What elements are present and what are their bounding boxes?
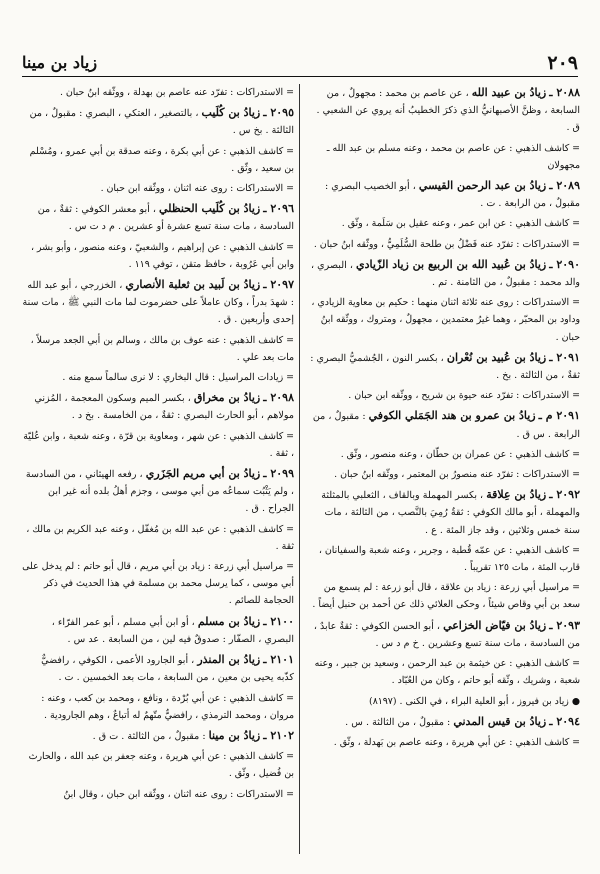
biography-entry: [22, 465, 294, 518]
entry-text: = كاشف الذهبي : عنه عوف بن مالك ، وسالم بن أبي الجعد مرسلاً ، مات بعد علي .: [30, 334, 294, 363]
entry-note: [22, 521, 294, 555]
entry-text: ● زياد بن فيروز ، أبو العلية البراء ، في الكنى . (٨١٩٧): [369, 695, 580, 707]
entry-note: [22, 239, 294, 273]
narrator-name: زيادُ بن لَبيد بن ثعلبة الأنصاري: [125, 278, 261, 292]
narrator-name: زيادُ بن مسلم: [197, 614, 261, 628]
entry-text: : مقبولٌ ، من الرابعة . س ق .: [312, 411, 580, 440]
entry-text: = كاشف الذهبي : عن أبي بُرْدة ، ونافع ، ومحمد بن كعب ، وعنه : مروان ، ومحمد الترمذي ، رافضيٌّ متّهمٌ له أتباعٌ ، وهم الجارودية .: [41, 692, 294, 721]
narrator-name: زيادُ بن المنذر: [197, 653, 261, 667]
entry-text: = الاستدراكات : روى عنه اثنان ، ووثّقه ابن حبان ، وقال ابنُ: [63, 788, 294, 800]
entry-note: [308, 655, 580, 689]
entry-note: [22, 332, 294, 366]
entry-text: ، الخزرجي ، أبو عبد الله : شهدَ بدراً ، وكان عاملاً على حضرموت لما مات النبي ﷺ ، مات سنة إحدى وأربعين . ق .: [22, 280, 294, 326]
biography-entry: [22, 727, 294, 745]
entry-note: [22, 369, 294, 386]
entry-number: ٢٠٩٧ ـ: [263, 278, 294, 292]
entry-text: ، رفعه الهيثاني ، من السادسة ، ولم يَثْبُت سماعُه من أبي موسى ، وجزم أهلُ بلده أنه غير ابن الجراح . ق .: [25, 469, 294, 515]
narrator-name: زيادُ بن عُبيد الله بن الربيع بن زياد الزّيادي: [356, 257, 547, 271]
entry-number: ٢١٠٠ ـ: [263, 614, 294, 628]
entry-note: [308, 140, 580, 174]
entry-note: [308, 734, 580, 751]
entry-note: [308, 579, 580, 613]
biography-entry: [22, 389, 294, 424]
entry-number: ٢٠٩٣ ـ: [549, 618, 580, 632]
entry-number: ٢٠٩٩ ـ: [263, 467, 294, 481]
entry-number: ٢٠٩٦ ـ: [263, 202, 294, 216]
entry-text: = الاستدراكات : تفرّد عنه عاصم بن بهدلة ، ووثّقه ابنُ حبان .: [59, 87, 294, 98]
narrator-name: زيادُ بن كُلَيب الحنظلي: [159, 202, 261, 216]
entry-text: : مقبولٌ ، من الثالثة . ت ق .: [92, 730, 206, 742]
biography-entry: [308, 617, 580, 652]
header-rule: [22, 76, 578, 77]
entry-text: ، أبو الحسن الكوفي : ثقةٌ عابدٌ ، من السادسة ، مات سنة تسع وعشرين . خ م د س .: [313, 620, 580, 649]
narrator-name: زيادُ بن عُبيد بن نُعْران: [446, 350, 547, 364]
entry-note: [22, 786, 294, 803]
entry-number: ٢٠٩١ م ـ: [538, 409, 580, 423]
entry-note: [308, 236, 580, 253]
entry-text: = كاشف الذهبي : عن إبراهيم ، والشعبيّ ، وعنه منصور ، وأبو بشر ، وابن أبي عَرُوبة ، حافظ متقن ، توفي ١١٩ .: [31, 241, 294, 270]
entry-text: ، عن عاصم بن محمد : مجهولٌ ، من السابعة ، وظنَّ الأصبهانيُّ الذي ذكرَ الخطيبُ أنه يروي عن الشعبي . ق .: [316, 88, 580, 134]
biography-entry: [308, 486, 580, 539]
entry-text: = كاشف الذهبي : عن عمران بن حطّان ، وعنه منصور ، وثّق .: [340, 448, 580, 460]
entry-note: [22, 180, 294, 197]
entry-text: ، أو ابن أبي مسلم ، أبو عمر الفرّاء ، البصري ، الصفّار : صدوقٌ فيه لين ، من السابعة . عد س .: [51, 616, 294, 645]
entry-text: ، بكسر الميم وسكون المعجمة ، المُزني مولاهم ، أبو الحارث البصري : ثقةٌ ، من الخامسة . بخ د .: [34, 393, 294, 422]
entry-note: [308, 446, 580, 463]
entry-note: [308, 542, 580, 576]
entry-number: ٢٠٩٢ ـ: [549, 488, 580, 502]
entry-note: [22, 428, 294, 462]
entry-number: ٢٠٨٩ ـ: [549, 179, 580, 193]
entry-number: ٢٠٩١ ـ: [549, 350, 580, 364]
entry-text: = الاستدراكات : روى عنه اثنان ، ووثّقه ابن حبان .: [100, 183, 294, 195]
narrator-name: زيادُ بن أبي مريم الجَزَري: [145, 467, 261, 481]
entry-text: = الاستدراكات : تفرّد عنه فَضْلُ بن طلحة السُّلَمِيُّ ، ووثّقه ابنُ حبان .: [313, 238, 580, 250]
entry-number: ٢٠٩٥ ـ: [263, 106, 294, 120]
narrator-name: زيادُ بن كُلَيب: [201, 106, 261, 120]
right-column: [308, 84, 580, 864]
entry-note: [308, 294, 580, 346]
biography-entry: [308, 407, 580, 442]
biography-entry: [308, 256, 580, 291]
biography-entry: [308, 177, 580, 212]
page-number: ٢٠٩: [547, 52, 578, 74]
narrator-name: زيادُ بن قيس المدني: [453, 714, 547, 728]
entry-text: = مراسيل أبي زرعة : زياد بن أبي مريم ، قال أبو حاتم : لم يدخل على أبي موسى ، كما يرسل محمد بن مسلمة في هذا الحديث في ذكر الحجامة للصائم .: [22, 561, 294, 607]
entry-text: = كاشف الذهبي : عن أبي بكرة ، وعنه صدقة بن أبي عمرو ، ومُسْلم بن سعيد ، وثّق .: [29, 145, 294, 174]
entry-note: [22, 690, 294, 724]
entry-text: ، أبو معشر الكوفي : ثقةٌ ، من السادسة ، مات سنة تسع عشرة أو عشرين . م د ت س .: [37, 204, 294, 233]
running-title: زياد بن مينا: [22, 53, 98, 72]
narrator-name: زيادُ بن فيّاض الخزاعي: [443, 618, 547, 632]
entry-note: [22, 143, 294, 177]
narrator-name: زيادُ بن عبد الرحمن القيسي: [418, 179, 547, 193]
entry-text: = زيادات المراسيل : قال البخاري : لا نرى سالماً سمع منه .: [62, 372, 294, 384]
entry-text: = كاشف الذهبي : عن شهر ، ومعاوية بن قرّة ، وعنه شعبة ، وابن عُليّة ، ثقة .: [23, 430, 294, 459]
entry-note: [22, 748, 294, 782]
biography-entry: [308, 713, 580, 731]
entry-text: = الاستدراكات : روى عنه ثلاثة اثنان منهما : حكيم بن معاوية الزيادي ، وداود بن المحبّر ، وهما غيرُ معتمدين ، مجهولٌ ، ومتروك ، ووثّقه ابنُ حبان .: [311, 297, 580, 343]
entry-text: ، بكسر النون ، الجُشميُّ البصري : ثقةٌ ، من الثالثة . بخ .: [310, 352, 580, 382]
entry-text: = كاشف الذهبي : عن عاصم بن محمد ، وعنه مسلم بن عبد الله ـ مجهولان: [326, 142, 580, 171]
entry-number: ٢١٠١ ـ: [263, 653, 294, 667]
entry-text: = مراسيل أبي زرعة : زياد بن علاقة ، قال أبو زرعة : لم يسمع من سعد بن أبي وقاص شيئاً ، وحكى العلائي ذلك عن أحمد بن حنبل أيضاً .: [312, 582, 580, 611]
entry-text: ، البصري ، والد محمد : مقبولٌ ، من الثامنة . تم .: [311, 259, 580, 289]
entry-text: = كاشف الذهبي : عن عمّه قُطبة ، وجرير ، وعنه شعبة والسفيانان ، قارب المئة ، مات ١٢٥ تقريباً .: [318, 544, 580, 574]
entry-number: ٢١٠٢ ـ: [263, 728, 294, 742]
entry-text: = كاشف الذهبي : عن عبد الله بن مُغفّل ، وعنه عبد الكريم بن مالك ، ثقة .: [26, 523, 294, 552]
narrator-name: زيادُ بن مخراق: [193, 391, 261, 405]
entry-note: [308, 215, 580, 232]
entry-note: [308, 466, 580, 483]
entry-text: = كاشف الذهبي : عن أبي هريرة ، وعنه جعفر بن عبد الله ، والحارث بن فُضيل ، وثّق .: [28, 751, 294, 780]
entry-text: = كاشف الذهبي : عن خيثمة بن عبد الرحمن ، وسعيد بن جبير ، وعنه شعبة ، وشريك ، وثّقه أبو حاتم ، وكان من العُبّاد .: [314, 658, 580, 687]
biography-entry: [22, 276, 294, 329]
entry-text: ، أبو الجارود الأعمى ، الكوفي ، رافضيٌّ كذّبه يحيى بن معين ، من السابعة ، مات بعد الخمسين . ت .: [41, 655, 294, 684]
entry-text: ، بكسر المهملة وبالقاف ، الثعلبي بالمثلثة والمهملة ، أبو مالك الكوفي : ثقةٌ رُمِيَ بالنَّصب ، من الثالثة ، مات سنة خمس وثلاثين ، وقد جاز المئة . ع .: [321, 490, 580, 536]
narrator-name: زيادُ بن عِلاقة: [486, 488, 547, 502]
entry-note: [308, 387, 580, 404]
page-header: [22, 52, 578, 78]
entry-text: ، أبو الخصيب البصري : مقبولٌ ، من الرابعة . ت .: [325, 181, 580, 210]
entry-text: = كاشف الذهبي : عن ابن عمر ، وعنه عقيل بن سَلَمة ، وثّق .: [341, 218, 580, 230]
left-column: [22, 84, 294, 864]
narrator-name: زيادُ بن عمرو بن هند الجَمَلي الكوفي: [368, 409, 536, 423]
narrator-name: زيادُ بن عبيد الله: [471, 86, 547, 99]
entry-note: [22, 84, 294, 101]
entry-note: [22, 558, 294, 610]
entry-text: ، بالتصغير ، العتكي ، البصري : مقبولٌ ، من الثالثة . بخ س .: [29, 108, 294, 137]
entry-text: = كاشف الذهبي : عن أبي هريرة ، وعنه عاصم بن بَهدلة ، وثّق .: [333, 736, 580, 748]
biography-entry: [22, 200, 294, 235]
biography-entry: [308, 84, 580, 137]
entry-number: ٢٠٩٤ ـ: [549, 714, 580, 728]
entry-number: ٢٠٨٨ ـ: [549, 86, 580, 99]
entry-number: ٢٠٩٠ ـ: [549, 257, 580, 271]
narrator-name: زيادُ بن مينا: [208, 728, 261, 742]
biography-entry: [308, 349, 580, 384]
entry-number: ٢٠٩٨ ـ: [263, 391, 294, 405]
entry-note: [308, 693, 580, 710]
entry-text: = الاستدراكات : تفرّد عنه حيوة بن شريح ، ووثّقه ابن حبان .: [348, 390, 580, 402]
entry-text: = الاستدراكات : تفرّد عنه منصورُ بن المعتمر ، ووثّقه ابنُ حبان .: [334, 469, 580, 481]
column-divider: [299, 84, 300, 854]
biography-entry: [22, 613, 294, 648]
biography-entry: [22, 104, 294, 139]
entry-text: : مقبولٌ ، من الثالثة . س .: [345, 716, 451, 728]
biography-entry: [22, 651, 294, 686]
